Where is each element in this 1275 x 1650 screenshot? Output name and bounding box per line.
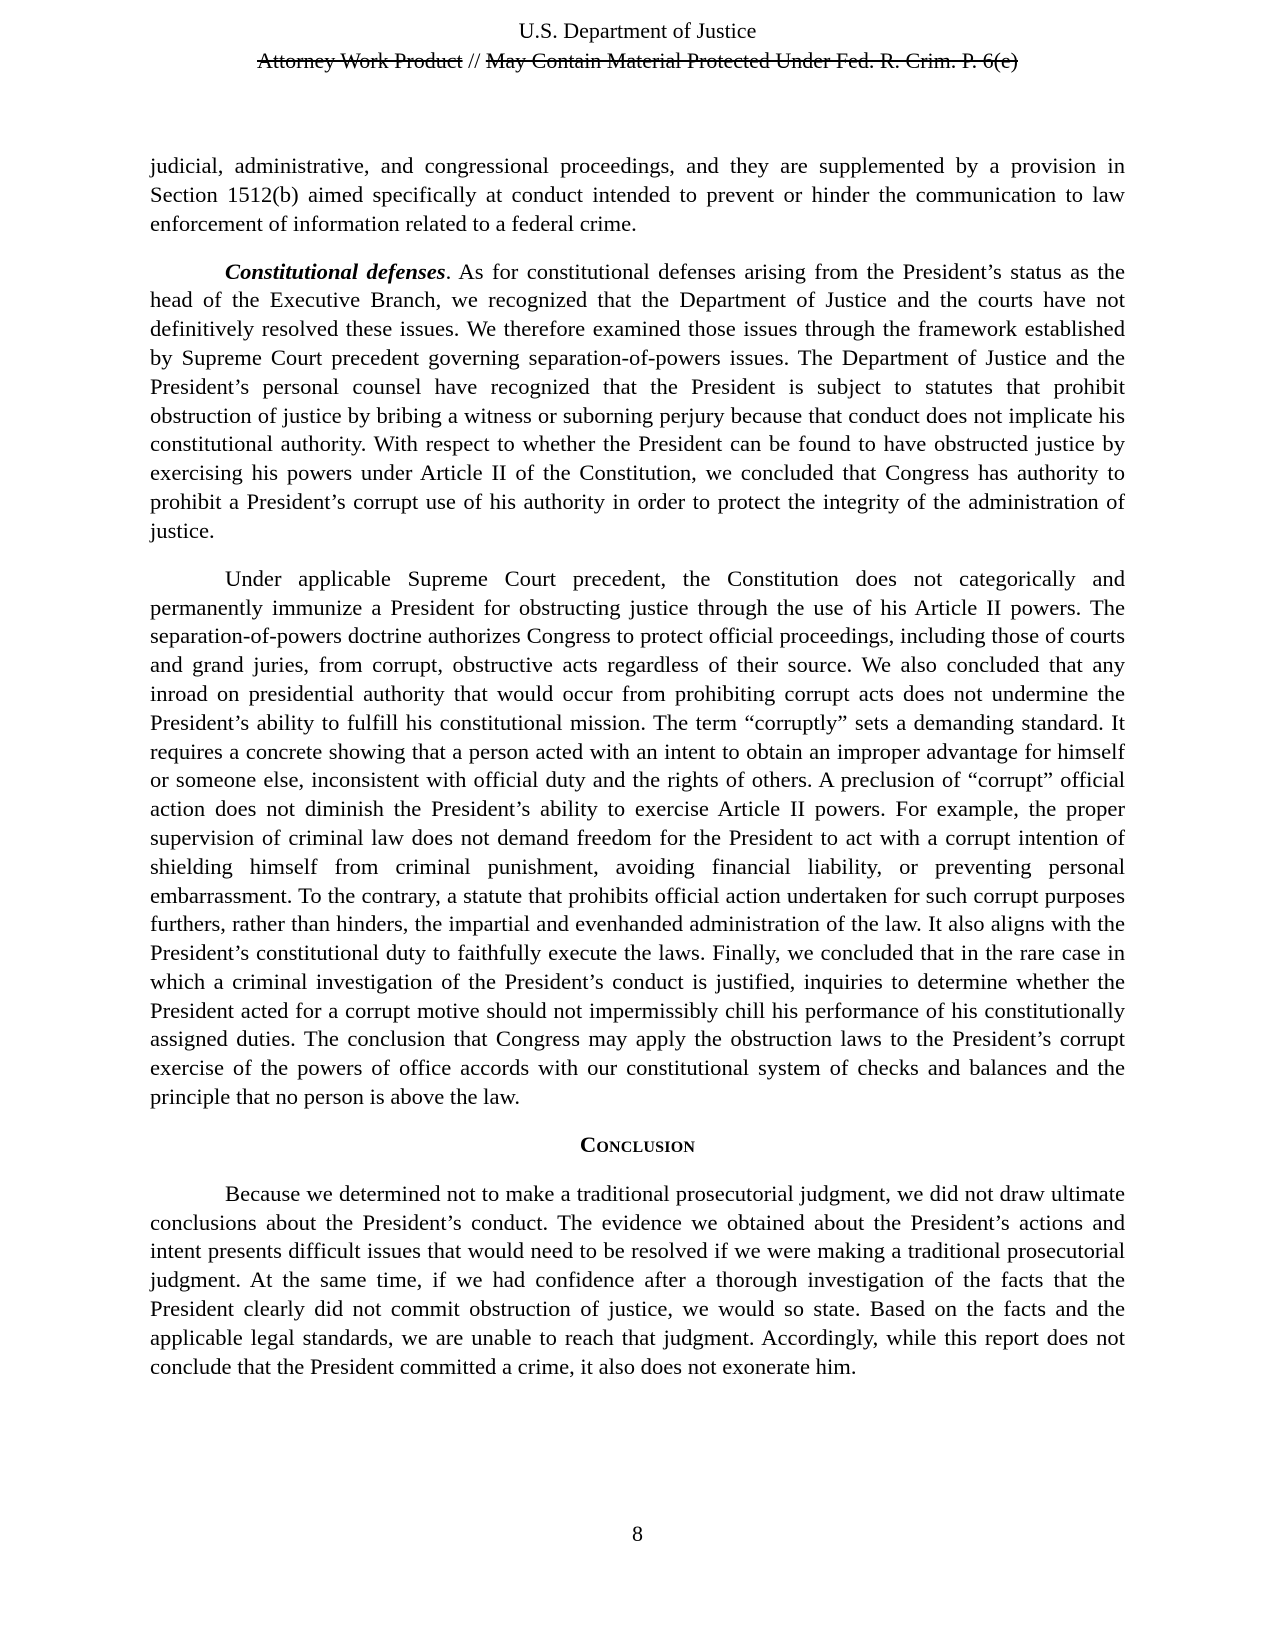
paragraph-supreme-court-precedent: Under applicable Supreme Court precedent, the Constitution does not categorically and permanently immunize a President for obstructing justice through the use of his Article II powers. The separation-of-powers doctrine authorizes Congress to protect official proceedings, including those of courts and grand juries, from corrupt, obstructive acts regardless of their source. We also concluded that any inroad on presidential authority that would occur from prohibiting corrupt acts does not undermine the President’s ability to fulfill his constitutional mission. The term “corruptly” sets a demanding standard. It requires a concrete showing that a person acted with an intent to obtain an improper advantage for himself or someone else, inconsistent with official duty and the rights of others. A preclusion of “corrupt” official action does not diminish the President’s ability to exercise Article II powers. For example, the proper supervision of criminal law does not demand freedom for the President to act with a corrupt intention of shielding himself from criminal punishment, avoiding financial liability, or preventing personal embarrassment. To the contrary, a statute that prohibits official action undertaken for such corrupt purposes furthers, rather than hinders, the impartial and evenhanded administration of the law. It also aligns with the President’s constitutional duty to faithfully execute the laws. Finally, we concluded that in the rare case in which a criminal investigation of the President’s conduct is justified, inquiries to determine whether the President acted for a corrupt motive should not impermissibly chill his performance of his constitutionally assigned duties. The conclusion that Congress may apply the obstruction laws to the President’s corrupt exercise of the powers of office accords with our constitutional system of checks and balances and the principle that no person is above the law. — [150, 565, 1125, 1110]
paragraph-continuation: judicial, administrative, and congressional proceedings, and they are supplemented by a provision in Section 1512(b) aimed specifically at conduct intended to prevent or hinder the communication to law enforcement of information related to a federal crime. — [150, 153, 1125, 236]
document-body — [150, 152, 1125, 1401]
marking-grand-jury: May Contain Material Protected Under Fed. R. Crim. P. 6(e) — [485, 48, 1018, 73]
marking-work-product: Attorney Work Product — [257, 48, 463, 73]
page-header — [0, 16, 1275, 76]
section-heading-conclusion: Conclusion — [579, 1132, 696, 1158]
page-number: 8 — [632, 1521, 643, 1546]
paragraph-text: . As for constitutional defenses arising from the President’s status as the head of the Executive Branch, we recognized that the Department of Justice and the courts have not definitively resolved these issues. We therefore examined those issues through the framework established by Supreme Court precedent governing separation-of-powers issues. The Department of Justice and the President’s personal counsel have recognized that the President is subject to statutes that prohibit obstruction of justice by bribing a witness or suborning perjury because that conduct does not implicate his constitutional authority. With respect to whether the President can be found to have obstructed justice by exercising his powers under Article II of the Constitution, we concluded that Congress has authority to prohibit a President’s corrupt use of his authority in order to protect the integrity of the administration of justice. — [150, 258, 1125, 543]
marking-separator: // — [462, 48, 486, 73]
run-in-heading: Constitutional defenses — [225, 258, 446, 284]
paragraph-conclusion: Because we determined not to make a traditional prosecutorial judgment, we did not draw ultimate conclusions about the President’s conduct. The evidence we obtained about the President’s actions and intent presents difficult issues that would need to be resolved if we were making a traditional prosecutorial judgment. At the same time, if we had confidence after a thorough investigation of the facts that the President clearly did not commit obstruction of justice, we would so state. Based on the facts and the applicable legal standards, we are unable to reach that judgment. Accordingly, while this report does not conclude that the President committed a crime, it also does not exonerate him. — [150, 1180, 1125, 1379]
paragraph-constitutional-defenses — [150, 258, 1125, 546]
classification-marking — [0, 46, 1275, 76]
agency-name: U.S. Department of Justice — [518, 18, 757, 43]
